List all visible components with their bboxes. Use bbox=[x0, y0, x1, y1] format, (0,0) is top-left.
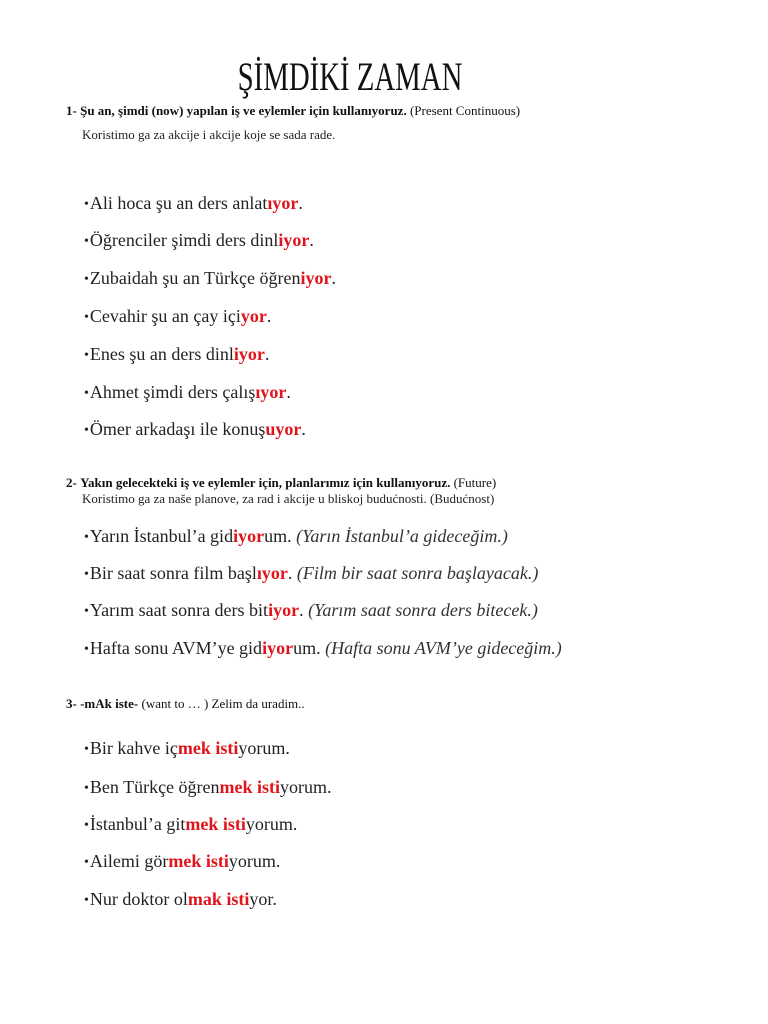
example-sentence bbox=[84, 343, 269, 367]
bullet-mark: • bbox=[84, 197, 89, 212]
sentence-start: Bir kahve iç bbox=[89, 738, 178, 758]
section-number: 2- bbox=[66, 475, 77, 490]
sentence-end: yorum. bbox=[228, 851, 281, 871]
bullet-mark: • bbox=[84, 893, 89, 908]
section-heading-bold: Şu an, şimdi (now) yapılan iş ve eylemler için kullanıyoruz. bbox=[80, 103, 407, 118]
sentence-start: İstanbul’a git bbox=[89, 814, 186, 834]
section-number: 1- bbox=[66, 103, 77, 118]
section-1-note: Koristimo ga za akcije i akcije koje se sada rade. bbox=[82, 127, 336, 142]
sentence-end: . bbox=[301, 419, 306, 439]
section-heading-rest: (Future) bbox=[453, 475, 497, 490]
bullet-mark: • bbox=[84, 272, 89, 287]
sentence-end: . bbox=[299, 600, 309, 620]
bullet-mark: • bbox=[84, 348, 89, 363]
sentence-start: Zubaidah şu an Türkçe öğren bbox=[89, 268, 301, 288]
section-2-heading bbox=[66, 475, 496, 491]
suffix-highlight: iyor bbox=[300, 268, 332, 288]
sentence-end: . bbox=[287, 563, 297, 583]
sentence-start: Hafta sonu AVM’ye gid bbox=[89, 638, 263, 658]
sentence-start: Yarım saat sonra ders bit bbox=[89, 600, 269, 620]
bullet-mark: • bbox=[84, 855, 89, 870]
example-sentence bbox=[84, 418, 306, 442]
suffix-highlight: iyor bbox=[233, 526, 265, 546]
sentence-end: . bbox=[298, 193, 303, 213]
sentence-start: Bir saat sonra film başl bbox=[89, 563, 257, 583]
bullet-mark: • bbox=[84, 234, 89, 249]
sentence-end: yorum. bbox=[280, 777, 332, 797]
suffix-highlight: ıyor bbox=[256, 563, 288, 583]
sentence-start: Ahmet şimdi ders çalış bbox=[89, 382, 256, 402]
sentence-end: . bbox=[264, 344, 270, 364]
suffix-highlight: mek isti bbox=[168, 851, 229, 871]
bullet-mark: • bbox=[84, 742, 89, 757]
example-sentence bbox=[84, 305, 271, 329]
suffix-highlight: uyor bbox=[265, 419, 302, 439]
suffix-highlight: iyor bbox=[233, 344, 265, 364]
bullet-mark: • bbox=[84, 781, 89, 796]
sentence-end: yorum. bbox=[245, 814, 298, 834]
bullet-mark: • bbox=[84, 567, 89, 582]
suffix-highlight: iyor bbox=[278, 230, 310, 250]
section-number: 3- bbox=[66, 696, 77, 711]
suffix-highlight: mak isti bbox=[187, 889, 250, 909]
section-heading-bold: -mAk iste- bbox=[80, 696, 139, 711]
example-sentence bbox=[84, 599, 538, 623]
future-translation: (Film bir saat sonra başlayacak.) bbox=[296, 563, 539, 583]
sentence-start: Nur doktor ol bbox=[89, 889, 188, 909]
section-heading-rest: (want to … ) Zelim da uradim.. bbox=[141, 696, 305, 711]
sentence-end: yor. bbox=[249, 889, 277, 909]
future-translation: (Hafta sonu AVM’ye gideceğim.) bbox=[325, 638, 562, 658]
example-sentence bbox=[84, 888, 277, 912]
bullet-mark: • bbox=[84, 423, 89, 438]
example-sentence bbox=[84, 813, 297, 837]
suffix-highlight: mek isti bbox=[177, 738, 239, 758]
sentence-start: Cevahir şu an çay içi bbox=[89, 306, 241, 326]
bullet-mark: • bbox=[84, 818, 89, 833]
page-title: ŞİMDİKİ ZAMAN bbox=[237, 54, 463, 99]
bullet-mark: • bbox=[84, 530, 89, 545]
sentence-start: Ömer arkadaşı ile konuş bbox=[89, 419, 266, 439]
suffix-highlight: mek isti bbox=[219, 777, 281, 797]
suffix-highlight: yor bbox=[240, 306, 267, 326]
sentence-end: . bbox=[266, 306, 272, 326]
example-sentence bbox=[84, 267, 336, 291]
section-2-note: Koristimo ga za naše planove, za rad i akcije u bliskoj budućnosti. (Budućnost) bbox=[82, 491, 495, 506]
section-3-heading bbox=[66, 696, 305, 712]
example-sentence bbox=[84, 737, 290, 761]
bullet-mark: • bbox=[84, 642, 89, 657]
future-translation: (Yarın İstanbul’a gideceğim.) bbox=[296, 526, 508, 546]
example-sentence bbox=[84, 850, 280, 874]
sentence-end: . bbox=[309, 230, 314, 250]
suffix-highlight: mek isti bbox=[185, 814, 246, 834]
bullet-mark: • bbox=[84, 604, 89, 619]
section-1-heading bbox=[66, 103, 520, 119]
sentence-start: Ben Türkçe öğren bbox=[89, 777, 220, 797]
sentence-end: um. bbox=[264, 526, 297, 546]
sentence-start: Yarın İstanbul’a gid bbox=[89, 526, 234, 546]
example-sentence bbox=[84, 229, 314, 253]
bullet-mark: • bbox=[84, 386, 89, 401]
example-sentence bbox=[84, 637, 562, 661]
sentence-end: . bbox=[286, 382, 291, 402]
section-heading-bold: Yakın gelecekteki iş ve eylemler için, planlarımız için kullanıyoruz. bbox=[80, 475, 451, 490]
example-sentence bbox=[84, 381, 291, 405]
sentence-start: Öğrenciler şimdi ders dinl bbox=[89, 230, 279, 250]
sentence-end: . bbox=[331, 268, 337, 288]
suffix-highlight: ıyor bbox=[255, 382, 287, 402]
suffix-highlight: ıyor bbox=[267, 193, 299, 213]
suffix-highlight: iyor bbox=[268, 600, 300, 620]
sentence-end: um. bbox=[293, 638, 326, 658]
example-sentence bbox=[84, 525, 508, 549]
sentence-start: Ali hoca şu an ders anlat bbox=[89, 193, 268, 213]
sentence-start: Ailemi gör bbox=[89, 851, 169, 871]
example-sentence bbox=[84, 192, 303, 216]
sentence-start: Enes şu an ders dinl bbox=[89, 344, 234, 364]
example-sentence bbox=[84, 776, 332, 800]
suffix-highlight: iyor bbox=[262, 638, 294, 658]
section-heading-rest: (Present Continuous) bbox=[409, 103, 521, 118]
bullet-mark: • bbox=[84, 310, 89, 325]
example-sentence bbox=[84, 562, 538, 586]
sentence-end: yorum. bbox=[238, 738, 290, 758]
future-translation: (Yarım saat sonra ders bitecek.) bbox=[308, 600, 538, 620]
